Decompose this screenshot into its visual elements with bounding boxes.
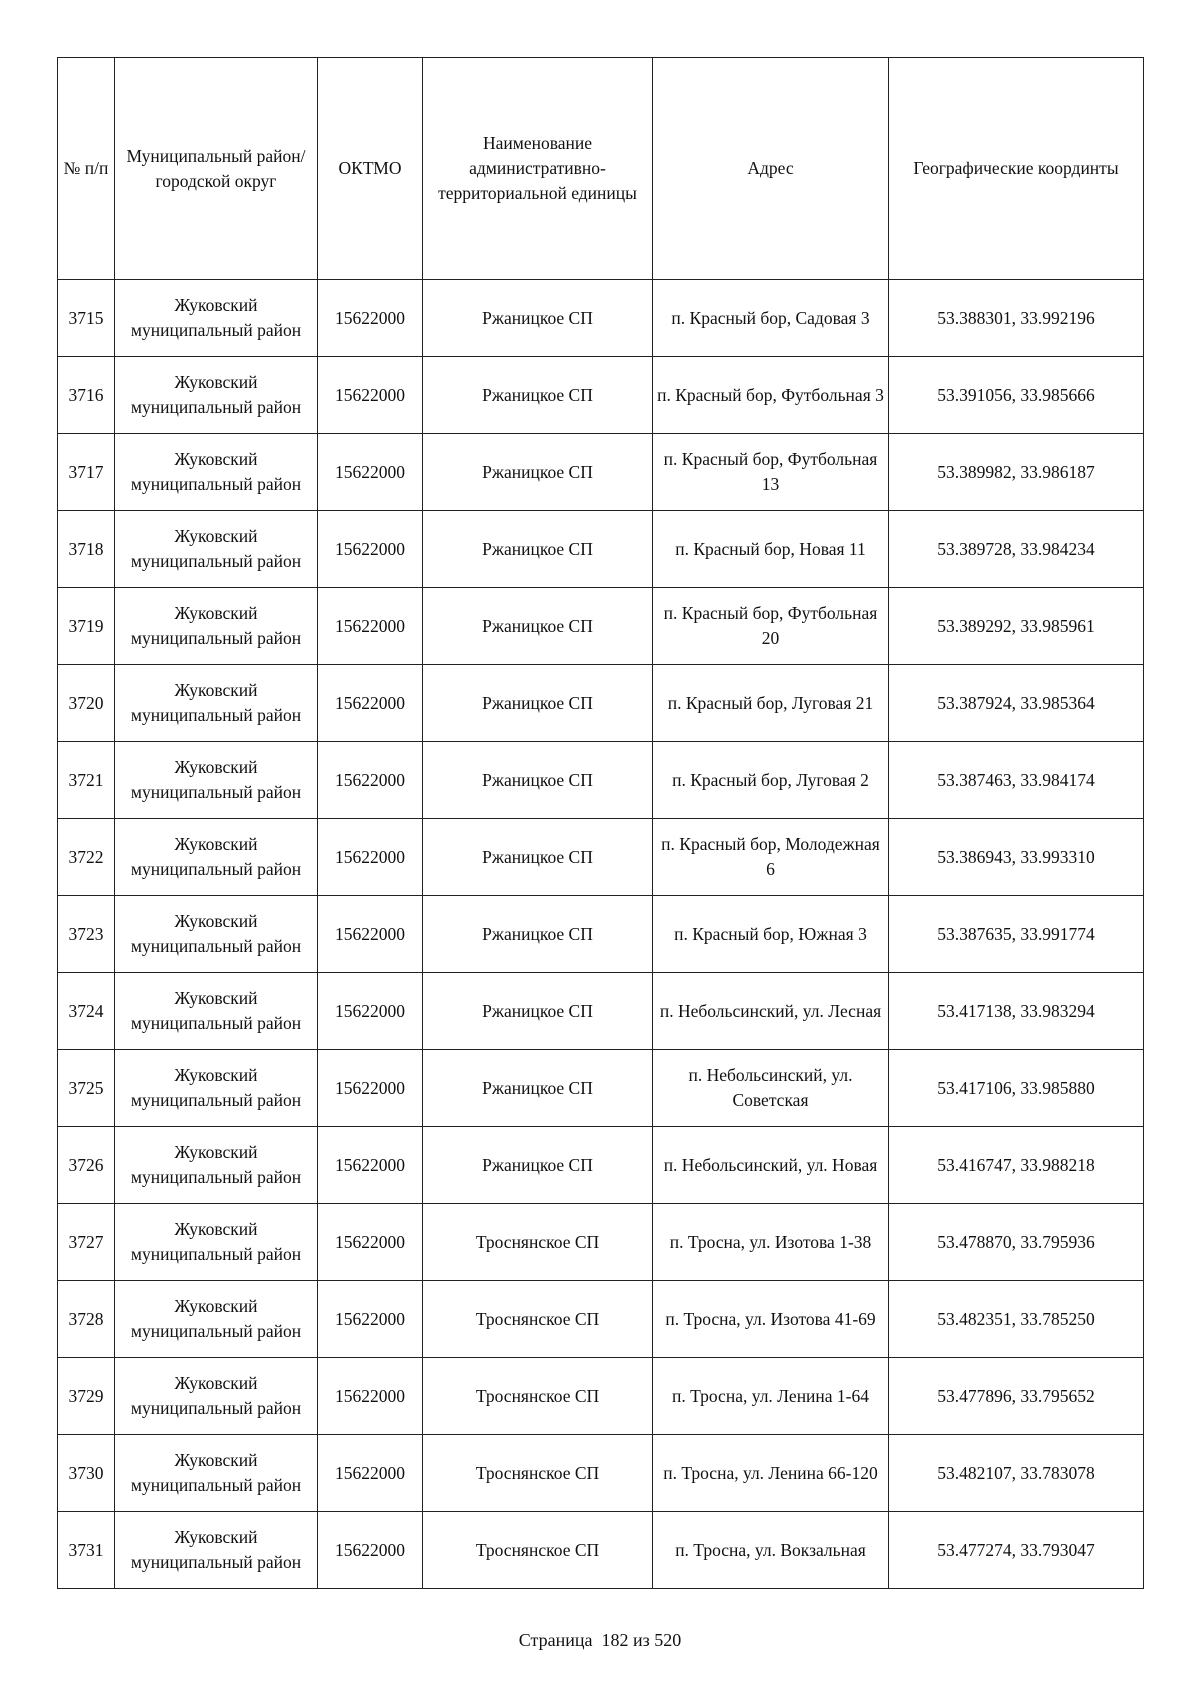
cell-admin-unit: Ржаницкое СП [423,819,653,896]
table-row [58,973,1144,1050]
cell-district: Жуковский муниципальный район [115,1204,318,1281]
cell-district: Жуковский муниципальный район [115,588,318,665]
header-row [58,58,1144,280]
cell-number: 3719 [58,588,115,665]
table-row [58,1204,1144,1281]
cell-admin-unit: Троснянское СП [423,1512,653,1589]
cell-number: 3727 [58,1204,115,1281]
cell-oktmo: 15622000 [318,588,423,665]
cell-address: п. Красный бор, Садовая 3 [653,280,889,357]
footer-total-pages: 520 [654,1630,682,1650]
cell-address: п. Тросна, ул. Вокзальная [653,1512,889,1589]
cell-admin-unit: Ржаницкое СП [423,1050,653,1127]
cell-number: 3721 [58,742,115,819]
cell-coordinates: 53.389728, 33.984234 [889,511,1144,588]
table-row [58,1358,1144,1435]
table-row [58,742,1144,819]
cell-address: п. Небольсинский, ул. Новая [653,1127,889,1204]
footer-of-word: из [632,1630,650,1650]
cell-coordinates: 53.387635, 33.991774 [889,896,1144,973]
table-row [58,511,1144,588]
cell-address: п. Тросна, ул. Изотова 1-38 [653,1204,889,1281]
cell-number: 3717 [58,434,115,511]
cell-number: 3716 [58,357,115,434]
cell-number: 3726 [58,1127,115,1204]
cell-number: 3718 [58,511,115,588]
cell-district: Жуковский муниципальный район [115,280,318,357]
cell-oktmo: 15622000 [318,434,423,511]
footer-page-word: Страница [518,1630,593,1650]
cell-address: п. Небольсинский, ул. Лесная [653,973,889,1050]
cell-address: п. Тросна, ул. Ленина 1-64 [653,1358,889,1435]
header-admin-unit: Наименование административно-территориальной единицы [423,58,653,280]
cell-coordinates: 53.478870, 33.795936 [889,1204,1144,1281]
table-row [58,1435,1144,1512]
cell-number: 3723 [58,896,115,973]
cell-admin-unit: Троснянское СП [423,1358,653,1435]
cell-oktmo: 15622000 [318,1512,423,1589]
cell-oktmo: 15622000 [318,819,423,896]
cell-number: 3715 [58,280,115,357]
header-address: Адрес [653,58,889,280]
cell-number: 3724 [58,973,115,1050]
cell-admin-unit: Ржаницкое СП [423,357,653,434]
cell-district: Жуковский муниципальный район [115,434,318,511]
cell-district: Жуковский муниципальный район [115,1435,318,1512]
cell-oktmo: 15622000 [318,280,423,357]
cell-oktmo: 15622000 [318,1204,423,1281]
header-number: № п/п [58,58,115,280]
cell-admin-unit: Ржаницкое СП [423,1127,653,1204]
cell-address: п. Красный бор, Луговая 21 [653,665,889,742]
cell-oktmo: 15622000 [318,1435,423,1512]
cell-coordinates: 53.389982, 33.986187 [889,434,1144,511]
cell-coordinates: 53.391056, 33.985666 [889,357,1144,434]
cell-admin-unit: Троснянское СП [423,1281,653,1358]
cell-admin-unit: Ржаницкое СП [423,973,653,1050]
cell-district: Жуковский муниципальный район [115,1512,318,1589]
cell-district: Жуковский муниципальный район [115,896,318,973]
cell-admin-unit: Ржаницкое СП [423,280,653,357]
cell-number: 3731 [58,1512,115,1589]
cell-oktmo: 15622000 [318,1050,423,1127]
cell-address: п. Красный бор, Молодежная 6 [653,819,889,896]
cell-coordinates: 53.417106, 33.985880 [889,1050,1144,1127]
cell-number: 3722 [58,819,115,896]
header-coordinates: Географические координты [889,58,1144,280]
cell-admin-unit: Ржаницкое СП [423,434,653,511]
cell-oktmo: 15622000 [318,357,423,434]
cell-address: п. Небольсинский, ул. Советская [653,1050,889,1127]
cell-oktmo: 15622000 [318,511,423,588]
cell-oktmo: 15622000 [318,742,423,819]
cell-oktmo: 15622000 [318,896,423,973]
cell-address: п. Красный бор, Южная 3 [653,896,889,973]
cell-coordinates: 53.482107, 33.783078 [889,1435,1144,1512]
table-row [58,588,1144,665]
cell-number: 3725 [58,1050,115,1127]
cell-coordinates: 53.477274, 33.793047 [889,1512,1144,1589]
cell-district: Жуковский муниципальный район [115,665,318,742]
cell-district: Жуковский муниципальный район [115,1050,318,1127]
cell-address: п. Красный бор, Луговая 2 [653,742,889,819]
footer-page-number: 182 [601,1630,629,1650]
table-row [58,357,1144,434]
cell-district: Жуковский муниципальный район [115,819,318,896]
table-row [58,665,1144,742]
cell-admin-unit: Ржаницкое СП [423,742,653,819]
page-footer [0,1630,1200,1651]
cell-oktmo: 15622000 [318,665,423,742]
cell-coordinates: 53.477896, 33.795652 [889,1358,1144,1435]
cell-coordinates: 53.387924, 33.985364 [889,665,1144,742]
cell-coordinates: 53.416747, 33.988218 [889,1127,1144,1204]
cell-oktmo: 15622000 [318,1358,423,1435]
cell-district: Жуковский муниципальный район [115,511,318,588]
table-row [58,896,1144,973]
table-row [58,1281,1144,1358]
cell-coordinates: 53.386943, 33.993310 [889,819,1144,896]
cell-coordinates: 53.387463, 33.984174 [889,742,1144,819]
cell-oktmo: 15622000 [318,1281,423,1358]
cell-number: 3729 [58,1358,115,1435]
cell-address: п. Красный бор, Футбольная 13 [653,434,889,511]
data-table [57,57,1144,1589]
cell-oktmo: 15622000 [318,973,423,1050]
cell-address: п. Тросна, ул. Изотова 41-69 [653,1281,889,1358]
cell-address: п. Красный бор, Футбольная 20 [653,588,889,665]
table-row [58,280,1144,357]
cell-coordinates: 53.388301, 33.992196 [889,280,1144,357]
cell-oktmo: 15622000 [318,1127,423,1204]
table-body [58,280,1144,1589]
header-district: Муниципальный район/городской округ [115,58,318,280]
cell-number: 3720 [58,665,115,742]
cell-coordinates: 53.389292, 33.985961 [889,588,1144,665]
cell-district: Жуковский муниципальный район [115,1127,318,1204]
cell-number: 3728 [58,1281,115,1358]
cell-admin-unit: Ржаницкое СП [423,511,653,588]
cell-district: Жуковский муниципальный район [115,1358,318,1435]
cell-admin-unit: Ржаницкое СП [423,588,653,665]
cell-admin-unit: Троснянское СП [423,1435,653,1512]
cell-district: Жуковский муниципальный район [115,742,318,819]
cell-number: 3730 [58,1435,115,1512]
cell-admin-unit: Ржаницкое СП [423,665,653,742]
cell-address: п. Красный бор, Новая 11 [653,511,889,588]
cell-coordinates: 53.482351, 33.785250 [889,1281,1144,1358]
table-row [58,434,1144,511]
cell-district: Жуковский муниципальный район [115,973,318,1050]
cell-district: Жуковский муниципальный район [115,357,318,434]
cell-admin-unit: Ржаницкое СП [423,896,653,973]
cell-coordinates: 53.417138, 33.983294 [889,973,1144,1050]
table-row [58,1512,1144,1589]
cell-district: Жуковский муниципальный район [115,1281,318,1358]
cell-address: п. Красный бор, Футбольная 3 [653,357,889,434]
cell-address: п. Тросна, ул. Ленина 66-120 [653,1435,889,1512]
header-oktmo: ОКТМО [318,58,423,280]
table-row [58,1127,1144,1204]
cell-admin-unit: Троснянское СП [423,1204,653,1281]
table-row [58,819,1144,896]
table-row [58,1050,1144,1127]
